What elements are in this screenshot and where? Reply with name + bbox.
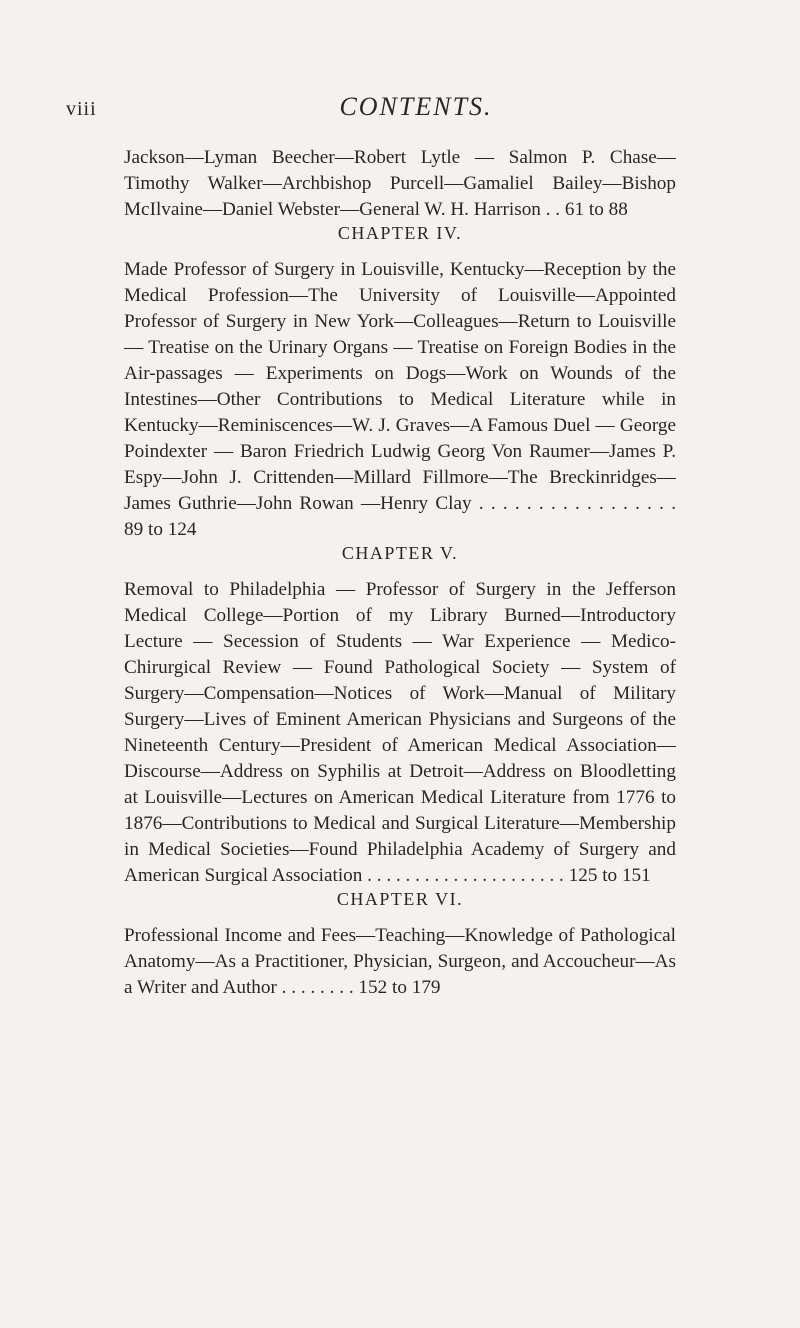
contents-body: [124, 145, 676, 1001]
page-range: 61 to 88: [564, 199, 628, 220]
page-range: 152 to 179: [358, 977, 441, 998]
summary-text: Made Professor of Surgery in Louisville, Kentucky—Reception by the Medical Profession—The University of Louisville—Appointed Professor of Surgery in New York—Colleagues—Return to Louisville — Treatise on the Urinary Organs — Treatise on Foreign Bodies in the Air-passages — Experiments on Dogs—Work on Wounds of the Intestines—Other Contributions to Medical Literature while in Kentucky—Reminiscences—W. J. Graves—A Famous Duel — George Poindexter — Baron Friedrich Ludwig Georg Von Raumer—James P. Espy—John J. Crittenden—Millard Fillmore—The Breckinridges—James Guthrie—John Rowan —Henry Clay . . . . . . . . . . . . . . . . .: [124, 259, 676, 514]
running-title: CONTENTS.: [339, 92, 493, 121]
page-range: 89 to 124: [124, 519, 197, 540]
contents-section: [124, 223, 676, 543]
contents-section: [124, 543, 676, 889]
summary-text: Removal to Philadelphia — Professor of Surgery in the Jefferson Medical College—Portion of my Library Burned—Introductory Lecture — Secession of Students — War Experience — Medico-Chirurgical Review — Found Pathological Society — System of Surgery—Compensation—Notices of Work—Manual of Military Surgery—Lives of Eminent American Physicians and Surgeons of the Nineteenth Century—President of American Medical Association—Discourse—Address on Syphilis at Detroit—Address on Bloodletting at Louisville—Lectures on American Medical Literature from 1776 to 1876—Contributions to Medical and Surgical Literature—Membership in Medical Societies—Found Philadelphia Academy of Surgery and American Surgical Association . . . . . . . . . . . . . . . . . . . . .: [124, 579, 676, 886]
chapter-heading: CHAPTER IV.: [337, 223, 463, 243]
chapter-summary: [124, 257, 676, 543]
page-number: viii: [66, 98, 97, 120]
summary-text: Jackson—Lyman Beecher—Robert Lytle — Salmon P. Chase— Timothy Walker—Archbishop Purcell—Gamaliel Bailey—Bishop McIlvaine—Daniel Webster—General W. H. Harrison . .: [124, 147, 676, 220]
chapter-heading: CHAPTER VI.: [336, 889, 464, 909]
chapter-summary: [124, 923, 676, 1001]
running-head: [66, 92, 766, 132]
chapter-heading: CHAPTER V.: [341, 543, 459, 563]
page-range: 125 to 151: [568, 865, 651, 886]
contents-section: [124, 889, 676, 1001]
chapter-summary: [124, 577, 676, 889]
summary-text: Professional Income and Fees—Teaching—Knowledge of Pathological Anatomy—As a Practitioner, Physician, Surgeon, and Accoucheur—As a Writer and Author . . . . . . . .: [124, 925, 676, 998]
chapter-summary: [124, 145, 676, 223]
contents-section: [124, 145, 676, 223]
